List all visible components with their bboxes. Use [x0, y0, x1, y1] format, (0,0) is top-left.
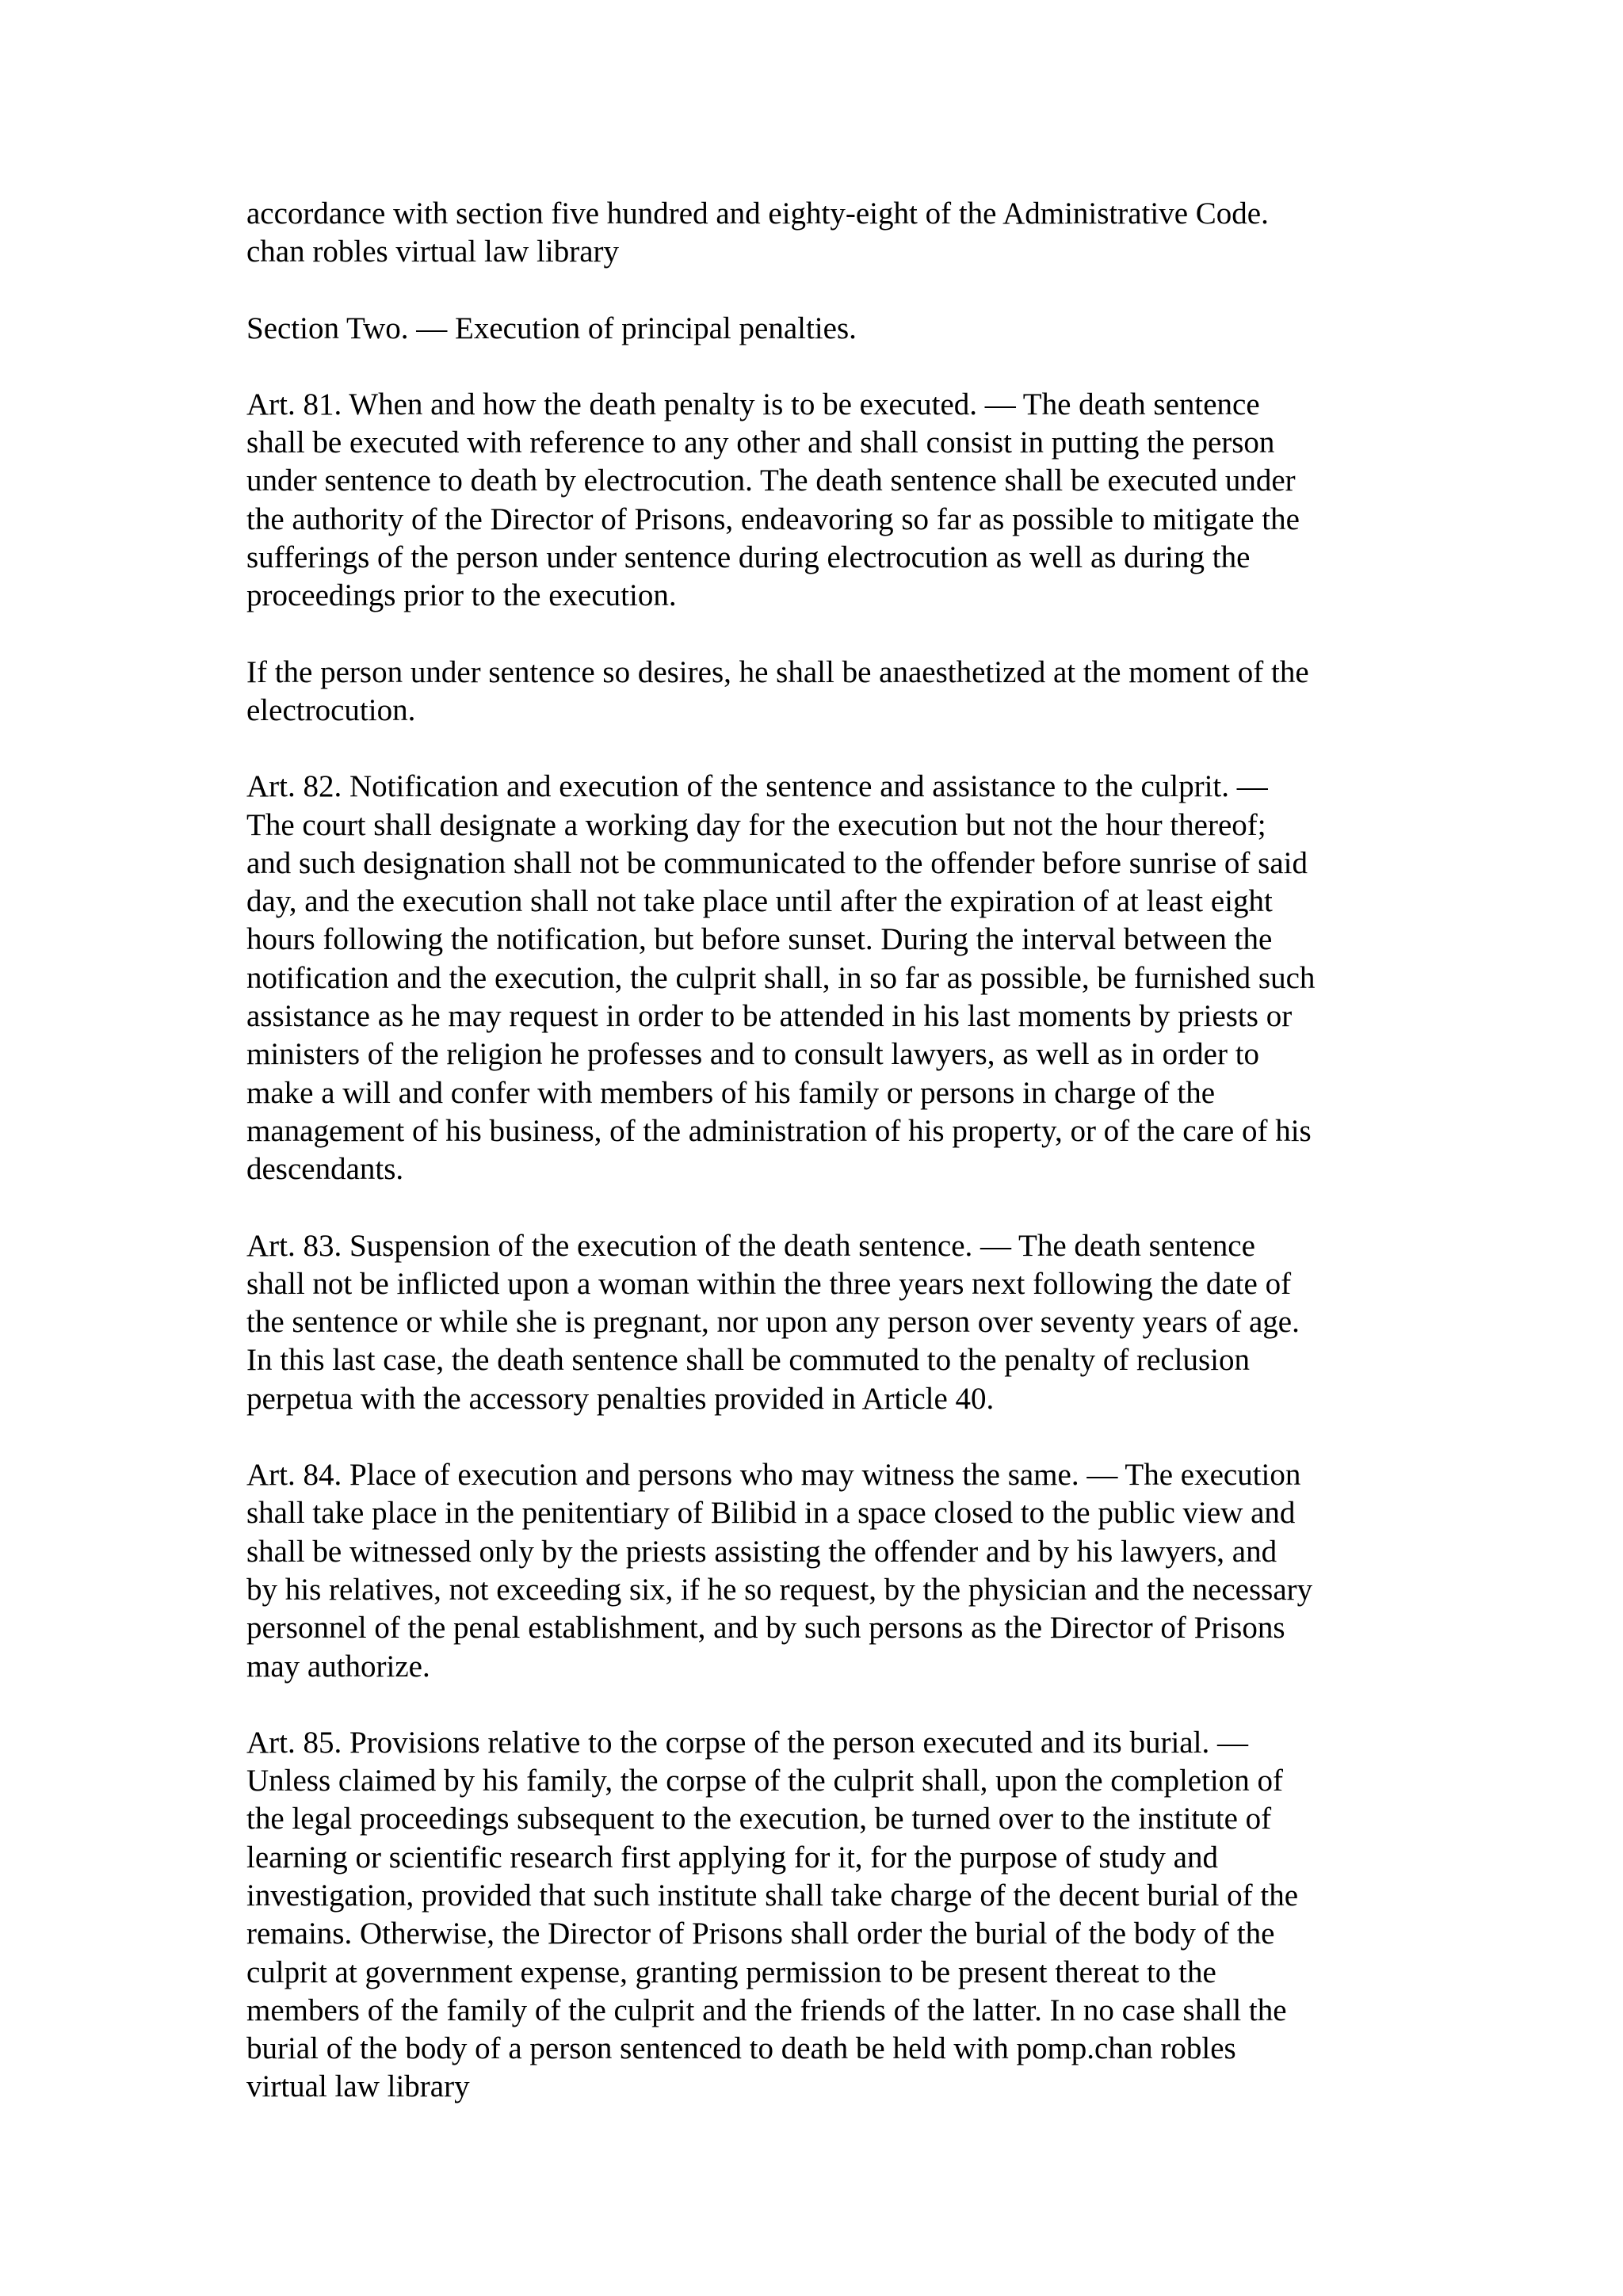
paragraph-continuation: accordance with section five hundred and eighty-eight of the Administrative Code. chan robles virtual law library	[246, 196, 1269, 269]
document-page	[246, 195, 1388, 2145]
article-81-paragraph-2: If the person under sentence so desires, he shall be anaesthetized at the moment of the electrocution.	[246, 654, 1309, 727]
article-83: Art. 83. Suspension of the execution of the death sentence. — The death sentence shall not be inflicted upon a woman within the three years next following the date of the sentence or while she is pregnant, nor upon any person over seventy years of age. In this last case, the death sentence shall be commuted to the penalty of reclusion perpetua with the accessory penalties provided in Article 40.	[246, 1228, 1300, 1416]
article-82: Art. 82. Notification and execution of the sentence and assistance to the culprit. — The court shall designate a working day for the execution but not the hour thereof; and such designation shall not be communicated to the offender before sunrise of said day, and the execution shall not take place until after the expiration of at least eight hours following the notification, but before sunset. During the interval between the notification and the execution, the culprit shall, in so far as possible, be furnished such assistance as he may request in order to be attended in his last moments by priests or ministers of the religion he professes and to consult lawyers, as well as in order to make a will and confer with members of his family or persons in charge of the management of his business, of the administration of his property, or of the care of his descendants.	[246, 769, 1316, 1187]
article-81: Art. 81. When and how the death penalty is to be executed. — The death sentence shall be executed with reference to any other and shall consist in putting the person under sentence to death by electrocution. The death sentence shall be executed under the authority of the Director of Prisons, endeavoring so far as possible to mitigate the sufferings of the person under sentence during electrocution as well as during the proceedings prior to the execution.	[246, 387, 1300, 613]
article-84: Art. 84. Place of execution and persons who may witness the same. — The execution shall take place in the penitentiary of Bilibid in a space closed to the public view and shall be witnessed only by the priests assisting the offender and by his lawyers, and by his relatives, not exceeding six, if he so request, by the physician and the necessary personnel of the penal establishment, and by such persons as the Director of Prisons may authorize.	[246, 1458, 1313, 1684]
article-85: Art. 85. Provisions relative to the corpse of the person executed and its burial. — Unless claimed by his family, the corpse of the culprit shall, upon the completion of the legal proceedings subsequent to the execution, be turned over to the institute of learning or scientific research first applying for it, for the purpose of study and investigation, provided that such institute shall take charge of the decent burial of the remains. Otherwise, the Director of Prisons shall order the burial of the body of the culprit at government expense, granting permission to be present thereat to the members of the family of the culprit and the friends of the latter. In no case shall the burial of the body of a person sentenced to death be held with pomp.chan robles virtual law library	[246, 1725, 1299, 2104]
section-heading: Section Two. — Execution of principal penalties.	[246, 311, 857, 345]
